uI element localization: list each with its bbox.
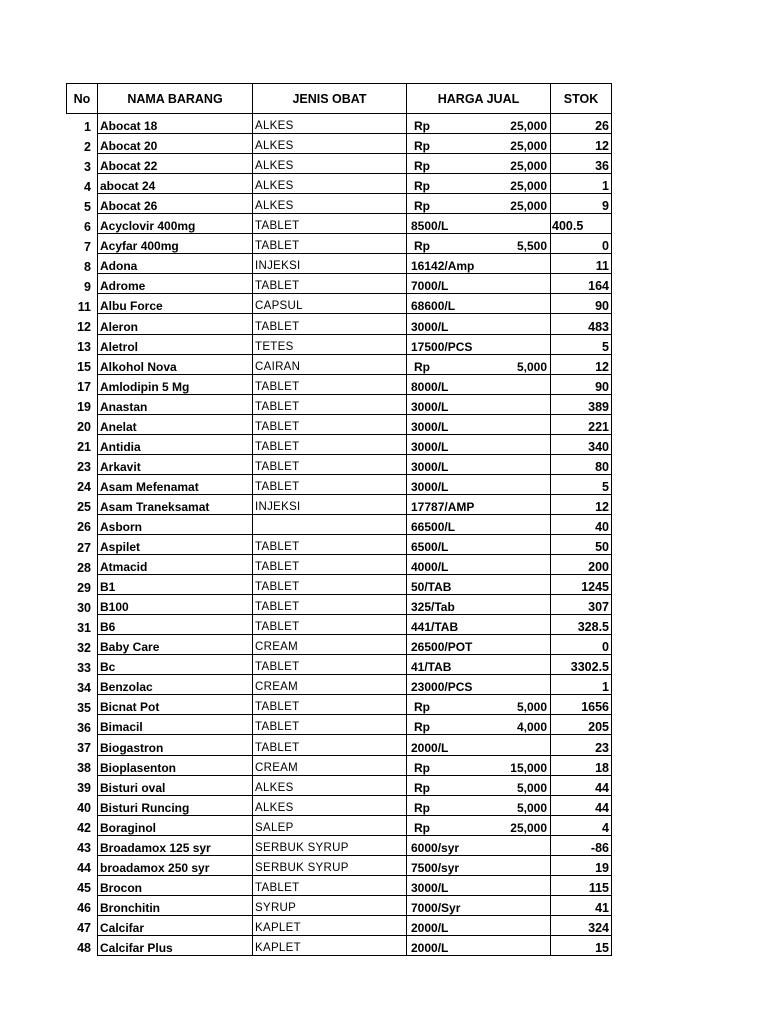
cell-nama-barang[interactable]: Bisturi Runcing (98, 795, 253, 815)
cell-stok[interactable]: 23 (551, 735, 612, 755)
cell-no[interactable]: 4 (84, 179, 91, 194)
cell-no[interactable]: 42 (77, 821, 91, 836)
cell-no[interactable]: 40 (77, 801, 91, 816)
cell-stok[interactable]: 18 (551, 755, 612, 775)
cell-stok[interactable]: 221 (551, 414, 612, 434)
table-row (67, 294, 612, 314)
currency-label: Rp (414, 119, 430, 134)
cell-no[interactable]: 13 (77, 340, 91, 355)
cell-stok[interactable]: 5 (551, 474, 612, 494)
cell-jenis-obat[interactable]: TABLET (253, 534, 407, 554)
cell-no[interactable]: 11 (77, 299, 91, 314)
cell-harga-jual[interactable]: 17787/AMP (407, 494, 551, 514)
cell-jenis-obat[interactable]: TABLET (253, 555, 407, 575)
cell-no[interactable]: 3 (84, 159, 91, 174)
cell-stok[interactable]: 80 (551, 454, 612, 474)
cell-harga-jual[interactable] (407, 775, 551, 795)
cell-harga-jual[interactable] (407, 114, 551, 134)
table-row (67, 374, 612, 394)
currency-label: Rp (414, 800, 430, 815)
cell-stok[interactable]: 164 (551, 274, 612, 294)
cell-jenis-obat[interactable]: KAPLET (253, 935, 407, 955)
cell-nama-barang[interactable]: Acyclovir 400mg (98, 214, 253, 234)
cell-jenis-obat[interactable]: TABLET (253, 274, 407, 294)
cell-harga-jual[interactable]: 2000/L (407, 935, 551, 955)
cell-nama-barang[interactable]: Abocat 20 (98, 134, 253, 154)
table-row (67, 494, 612, 514)
cell-stok[interactable]: 41 (551, 895, 612, 915)
cell-jenis-obat[interactable]: INJEKSI (253, 254, 407, 274)
cell-jenis-obat[interactable]: TABLET (253, 394, 407, 414)
cell-nama-barang[interactable]: Aletrol (98, 334, 253, 354)
header-jenis-obat[interactable]: JENIS OBAT (253, 84, 407, 114)
cell-jenis-obat[interactable]: TABLET (253, 695, 407, 715)
cell-harga-jual[interactable]: 7000/Syr (407, 895, 551, 915)
cell-stok[interactable]: 9 (551, 194, 612, 214)
cell-stok[interactable]: 307 (551, 595, 612, 615)
cell-harga-jual[interactable]: 66500/L (407, 514, 551, 534)
cell-harga-jual[interactable]: 3000/L (407, 434, 551, 454)
cell-jenis-obat[interactable]: TABLET (253, 454, 407, 474)
cell-no[interactable]: 43 (77, 841, 91, 856)
cell-jenis-obat[interactable]: SALEP (253, 815, 407, 835)
cell-stok[interactable]: 4 (551, 815, 612, 835)
cell-stok[interactable]: 1 (551, 174, 612, 194)
cell-no[interactable]: 21 (77, 440, 91, 455)
cell-nama-barang[interactable]: Anastan (98, 394, 253, 414)
table-row (67, 755, 612, 775)
cell-harga-jual[interactable]: 2000/L (407, 735, 551, 755)
price-value: 5,500 (516, 239, 547, 254)
cell-jenis-obat[interactable]: CREAM (253, 635, 407, 655)
cell-no[interactable]: 30 (77, 600, 91, 615)
cell-nama-barang[interactable]: Bicnat Pot (98, 695, 253, 715)
cell-jenis-obat[interactable]: TABLET (253, 875, 407, 895)
cell-jenis-obat[interactable]: INJEKSI (253, 494, 407, 514)
cell-stok[interactable]: 483 (551, 314, 612, 334)
cell-stok[interactable]: 0 (551, 635, 612, 655)
cell-stok[interactable]: 12 (551, 134, 612, 154)
cell-jenis-obat[interactable]: TABLET (253, 575, 407, 595)
table-row (67, 895, 612, 915)
cell-stok[interactable]: 44 (551, 775, 612, 795)
cell-nama-barang[interactable]: Amlodipin 5 Mg (98, 374, 253, 394)
cell-jenis-obat[interactable]: TABLET (253, 595, 407, 615)
cell-no[interactable]: 44 (77, 861, 91, 876)
cell-jenis-obat[interactable]: TABLET (253, 655, 407, 675)
table-row (67, 194, 612, 214)
cell-nama-barang[interactable]: Bc (98, 655, 253, 675)
cell-no[interactable]: 33 (77, 660, 91, 675)
cell-no[interactable]: 26 (77, 520, 91, 535)
cell-harga-jual[interactable] (407, 194, 551, 214)
cell-nama-barang[interactable]: Abocat 18 (98, 114, 253, 134)
cell-nama-barang[interactable]: Atmacid (98, 555, 253, 575)
cell-nama-barang[interactable]: Aspilet (98, 534, 253, 554)
header-no[interactable]: No (67, 84, 98, 114)
cell-harga-jual[interactable]: 23000/PCS (407, 675, 551, 695)
cell-harga-jual[interactable]: 50/TAB (407, 575, 551, 595)
cell-stok[interactable]: 115 (551, 875, 612, 895)
cell-jenis-obat[interactable]: SERBUK SYRUP (253, 835, 407, 855)
cell-jenis-obat[interactable]: TETES (253, 334, 407, 354)
table-row (67, 715, 612, 735)
price-value: 5,000 (516, 700, 547, 715)
price-value: 5,000 (516, 359, 547, 374)
cell-nama-barang[interactable]: Aleron (98, 314, 253, 334)
cell-jenis-obat[interactable]: CREAM (253, 675, 407, 695)
cell-stok[interactable]: 11 (551, 254, 612, 274)
table-row (67, 274, 612, 294)
cell-jenis-obat[interactable]: CREAM (253, 755, 407, 775)
cell-nama-barang[interactable]: Adrome (98, 274, 253, 294)
currency-label: Rp (414, 700, 430, 715)
cell-nama-barang[interactable]: B100 (98, 595, 253, 615)
cell-harga-jual[interactable]: 8500/L (407, 214, 551, 234)
cell-no[interactable]: 45 (77, 881, 91, 896)
cell-stok[interactable]: 12 (551, 494, 612, 514)
cell-jenis-obat[interactable]: CAIRAN (253, 354, 407, 374)
cell-harga-jual[interactable]: 3000/L (407, 875, 551, 895)
cell-harga-jual[interactable]: 3000/L (407, 454, 551, 474)
cell-nama-barang[interactable]: Anelat (98, 414, 253, 434)
currency-label: Rp (414, 179, 430, 194)
medicine-stock-table (66, 83, 612, 956)
cell-jenis-obat[interactable]: SYRUP (253, 895, 407, 915)
cell-nama-barang[interactable]: Broadamox 125 syr (98, 835, 253, 855)
cell-jenis-obat[interactable]: ALKES (253, 154, 407, 174)
price-value: 25,000 (510, 199, 547, 214)
table-row (67, 174, 612, 194)
price-value: 25,000 (510, 179, 547, 194)
table-row (67, 454, 612, 474)
price-value: 15,000 (510, 760, 547, 775)
cell-nama-barang[interactable]: Brocon (98, 875, 253, 895)
table-row (67, 354, 612, 374)
cell-no[interactable]: 36 (77, 720, 91, 735)
table-row (67, 855, 612, 875)
cell-jenis-obat[interactable]: ALKES (253, 775, 407, 795)
cell-harga-jual[interactable]: 17500/PCS (407, 334, 551, 354)
currency-label: Rp (414, 199, 430, 214)
price-value: 4,000 (516, 720, 547, 735)
table-row (67, 875, 612, 895)
cell-no[interactable]: 7 (84, 239, 91, 254)
table-row (67, 595, 612, 615)
cell-harga-jual[interactable]: 325/Tab (407, 595, 551, 615)
cell-no[interactable]: 48 (77, 941, 91, 956)
cell-no[interactable]: 35 (77, 700, 91, 715)
cell-nama-barang[interactable]: Bimacil (98, 715, 253, 735)
cell-stok[interactable]: 1 (551, 675, 612, 695)
table-row (67, 815, 612, 835)
table-row (67, 534, 612, 554)
table-row (67, 735, 612, 755)
cell-nama-barang[interactable]: abocat 24 (98, 174, 253, 194)
cell-nama-barang[interactable]: broadamox 250 syr (98, 855, 253, 875)
cell-jenis-obat[interactable]: KAPLET (253, 915, 407, 935)
cell-jenis-obat[interactable]: TABLET (253, 715, 407, 735)
cell-stok[interactable]: 5 (551, 334, 612, 354)
cell-no[interactable]: 1 (84, 119, 91, 134)
cell-harga-jual[interactable]: 7000/L (407, 274, 551, 294)
cell-harga-jual[interactable]: 4000/L (407, 555, 551, 575)
cell-stok[interactable]: 400.5 (551, 214, 612, 234)
table-row (67, 915, 612, 935)
cell-nama-barang[interactable]: B1 (98, 575, 253, 595)
cell-nama-barang[interactable]: Albu Force (98, 294, 253, 314)
cell-jenis-obat[interactable]: TABLET (253, 214, 407, 234)
cell-jenis-obat[interactable]: TABLET (253, 234, 407, 254)
cell-nama-barang[interactable]: Benzolac (98, 675, 253, 695)
table-row (67, 394, 612, 414)
cell-no[interactable]: 5 (84, 199, 91, 214)
cell-jenis-obat[interactable]: TABLET (253, 615, 407, 635)
currency-label: Rp (414, 820, 430, 835)
cell-no[interactable]: 17 (77, 380, 91, 395)
cell-nama-barang[interactable]: Antidia (98, 434, 253, 454)
cell-harga-jual[interactable]: 3000/L (407, 314, 551, 334)
cell-harga-jual[interactable]: 3000/L (407, 394, 551, 414)
cell-harga-jual[interactable] (407, 755, 551, 775)
cell-harga-jual[interactable]: 68600/L (407, 294, 551, 314)
table-row (67, 414, 612, 434)
cell-stok[interactable]: 44 (551, 795, 612, 815)
cell-stok[interactable]: 90 (551, 294, 612, 314)
cell-jenis-obat[interactable]: TABLET (253, 314, 407, 334)
cell-nama-barang[interactable]: Bioplasenton (98, 755, 253, 775)
header-stok[interactable]: STOK (551, 84, 612, 114)
currency-label: Rp (414, 159, 430, 174)
price-value: 25,000 (510, 159, 547, 174)
cell-no[interactable]: 8 (84, 259, 91, 274)
cell-harga-jual[interactable]: 26500/POT (407, 635, 551, 655)
cell-jenis-obat[interactable]: TABLET (253, 414, 407, 434)
cell-no[interactable]: 31 (77, 620, 91, 635)
cell-no[interactable]: 29 (77, 580, 91, 595)
cell-nama-barang[interactable]: Abocat 26 (98, 194, 253, 214)
table-row (67, 254, 612, 274)
table-row (67, 795, 612, 815)
cell-nama-barang[interactable]: Boraginol (98, 815, 253, 835)
cell-stok[interactable]: 26 (551, 114, 612, 134)
cell-no[interactable]: 34 (77, 680, 91, 695)
table-row (67, 214, 612, 234)
cell-stok[interactable]: 324 (551, 915, 612, 935)
header-harga-jual[interactable]: HARGA JUAL (407, 84, 551, 114)
currency-label: Rp (414, 139, 430, 154)
cell-nama-barang[interactable]: Abocat 22 (98, 154, 253, 174)
currency-label: Rp (414, 720, 430, 735)
cell-harga-jual[interactable]: 6000/syr (407, 835, 551, 855)
table-row (67, 474, 612, 494)
table-row (67, 134, 612, 154)
cell-no[interactable]: 9 (84, 279, 91, 294)
cell-no[interactable]: 24 (77, 480, 91, 495)
cell-harga-jual[interactable]: 6500/L (407, 534, 551, 554)
table-row (67, 154, 612, 174)
cell-stok[interactable]: 50 (551, 534, 612, 554)
cell-nama-barang[interactable]: Baby Care (98, 635, 253, 655)
cell-no[interactable]: 47 (77, 921, 91, 936)
header-row (67, 84, 612, 114)
cell-no[interactable]: 25 (77, 500, 91, 515)
cell-no[interactable]: 39 (77, 781, 91, 796)
cell-harga-jual[interactable] (407, 815, 551, 835)
cell-stok[interactable]: 205 (551, 715, 612, 735)
cell-nama-barang[interactable]: B6 (98, 615, 253, 635)
cell-harga-jual[interactable]: 8000/L (407, 374, 551, 394)
cell-harga-jual[interactable] (407, 695, 551, 715)
currency-label: Rp (414, 359, 430, 374)
price-value: 25,000 (510, 820, 547, 835)
cell-stok[interactable]: 389 (551, 394, 612, 414)
cell-stok[interactable]: 40 (551, 514, 612, 534)
cell-jenis-obat[interactable]: TABLET (253, 474, 407, 494)
cell-no[interactable]: 46 (77, 901, 91, 916)
cell-nama-barang[interactable]: Arkavit (98, 454, 253, 474)
cell-nama-barang[interactable]: Calcifar Plus (98, 935, 253, 955)
cell-stok[interactable]: -86 (551, 835, 612, 855)
table-row (67, 695, 612, 715)
cell-no[interactable]: 27 (77, 540, 91, 555)
price-value: 25,000 (510, 139, 547, 154)
cell-jenis-obat[interactable]: TABLET (253, 434, 407, 454)
cell-harga-jual[interactable] (407, 715, 551, 735)
table-row (67, 635, 612, 655)
table-row (67, 575, 612, 595)
cell-stok[interactable]: 12 (551, 354, 612, 374)
price-value: 25,000 (510, 119, 547, 134)
table-row (67, 434, 612, 454)
table-row (67, 555, 612, 575)
cell-no[interactable]: 19 (77, 400, 91, 415)
cell-nama-barang[interactable]: Adona (98, 254, 253, 274)
cell-no[interactable]: 37 (77, 741, 91, 755)
cell-jenis-obat[interactable]: ALKES (253, 795, 407, 815)
table-row (67, 234, 612, 254)
cell-jenis-obat[interactable]: ALKES (253, 174, 407, 194)
header-nama-barang[interactable]: NAMA BARANG (98, 84, 253, 114)
cell-jenis-obat[interactable]: ALKES (253, 114, 407, 134)
cell-jenis-obat[interactable]: TABLET (253, 735, 407, 755)
table-row (67, 775, 612, 795)
cell-harga-jual[interactable]: 3000/L (407, 414, 551, 434)
cell-nama-barang[interactable]: Acyfar 400mg (98, 234, 253, 254)
table-row (67, 675, 612, 695)
cell-no[interactable]: 6 (84, 219, 91, 234)
cell-harga-jual[interactable]: 3000/L (407, 474, 551, 494)
currency-label: Rp (414, 780, 430, 795)
cell-nama-barang[interactable]: Asam Mefenamat (98, 474, 253, 494)
cell-nama-barang[interactable]: Asam Traneksamat (98, 494, 253, 514)
cell-harga-jual[interactable] (407, 795, 551, 815)
table-row (67, 655, 612, 675)
table-row (67, 314, 612, 334)
cell-no[interactable]: 12 (77, 320, 91, 335)
price-value: 5,000 (516, 800, 547, 815)
cell-harga-jual[interactable]: 41/TAB (407, 655, 551, 675)
cell-no[interactable]: 2 (84, 139, 91, 154)
cell-jenis-obat[interactable]: CAPSUL (253, 294, 407, 314)
table-row (67, 114, 612, 134)
cell-stok[interactable]: 15 (551, 935, 612, 955)
cell-stok[interactable]: 200 (551, 555, 612, 575)
cell-harga-jual[interactable] (407, 174, 551, 194)
cell-harga-jual[interactable] (407, 134, 551, 154)
cell-jenis-obat[interactable]: ALKES (253, 194, 407, 214)
cell-stok[interactable]: 1656 (551, 695, 612, 715)
currency-label: Rp (414, 760, 430, 775)
spreadsheet (66, 83, 612, 956)
cell-jenis-obat[interactable]: SERBUK SYRUP (253, 855, 407, 875)
currency-label: Rp (414, 239, 430, 254)
cell-no[interactable]: 32 (77, 640, 91, 655)
cell-jenis-obat[interactable] (253, 514, 407, 534)
cell-jenis-obat[interactable]: ALKES (253, 134, 407, 154)
cell-stok[interactable]: 19 (551, 855, 612, 875)
cell-stok[interactable]: 90 (551, 374, 612, 394)
cell-jenis-obat[interactable]: TABLET (253, 374, 407, 394)
cell-no[interactable]: 20 (77, 420, 91, 435)
cell-no[interactable]: 38 (77, 761, 91, 776)
table-row (67, 615, 612, 635)
cell-no[interactable]: 28 (77, 560, 91, 575)
cell-stok[interactable]: 36 (551, 154, 612, 174)
cell-stok[interactable]: 1245 (551, 575, 612, 595)
cell-no[interactable]: 23 (77, 460, 91, 475)
cell-nama-barang[interactable]: Biogastron (98, 735, 253, 755)
cell-stok[interactable]: 0 (551, 234, 612, 254)
cell-harga-jual[interactable]: 441/TAB (407, 615, 551, 635)
cell-nama-barang[interactable]: Bisturi oval (98, 775, 253, 795)
cell-harga-jual[interactable]: 16142/Amp (407, 254, 551, 274)
cell-harga-jual[interactable] (407, 354, 551, 374)
cell-harga-jual[interactable] (407, 154, 551, 174)
table-row (67, 935, 612, 955)
cell-no[interactable]: 15 (77, 360, 91, 375)
cell-harga-jual[interactable] (407, 234, 551, 254)
cell-harga-jual[interactable]: 2000/L (407, 915, 551, 935)
cell-nama-barang[interactable]: Asborn (98, 514, 253, 534)
table-row (67, 514, 612, 534)
cell-stok[interactable]: 3302.5 (551, 655, 612, 675)
table-row (67, 835, 612, 855)
cell-stok[interactable]: 340 (551, 434, 612, 454)
cell-nama-barang[interactable]: Alkohol Nova (98, 354, 253, 374)
table-row (67, 334, 612, 354)
cell-nama-barang[interactable]: Bronchitin (98, 895, 253, 915)
cell-nama-barang[interactable]: Calcifar (98, 915, 253, 935)
price-value: 5,000 (516, 780, 547, 795)
cell-stok[interactable]: 328.5 (551, 615, 612, 635)
cell-harga-jual[interactable]: 7500/syr (407, 855, 551, 875)
